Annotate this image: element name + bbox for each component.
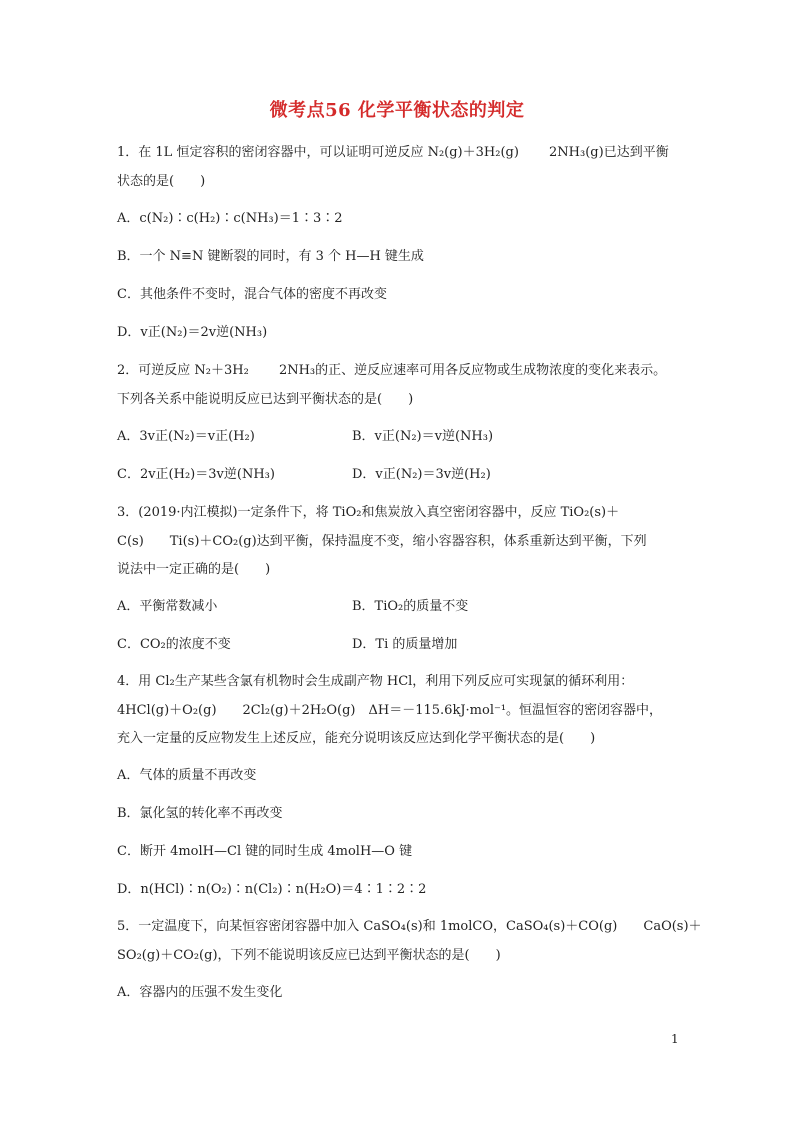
q5-stem-b: SO₂(g)＋CO₂(g)，下列不能说明该反应已达到平衡状态的是( ): [117, 948, 501, 963]
q3-stem-c: 说法中一定正确的是( ): [117, 562, 271, 577]
q5-a: A．容器内的压强不发生变化: [117, 985, 283, 1000]
q1-stem-b: 状态的是( ): [117, 174, 206, 189]
q3-a: A．平衡常数减小: [117, 599, 218, 614]
q1-c: C．其他条件不变时，混合气体的密度不再改变: [117, 287, 387, 302]
q2-stem-b: 下列各关系中能说明反应已达到平衡状态的是( ): [117, 392, 414, 407]
q4-c: C．断开 4molH—Cl 键的同时生成 4molH—O 键: [117, 844, 413, 859]
q1-d: D．v正(N₂)＝2v逆(NH₃): [117, 325, 268, 340]
q2-stem-a: 2．可逆反应 N₂＋3H₂ 2NH₃的正、逆反应速率可用各反应物或生成物浓度的变化来表示。: [117, 363, 667, 378]
q4-d: D．n(HCl)∶n(O₂)∶n(Cl₂)∶n(H₂O)＝4∶1∶2∶2: [117, 882, 427, 897]
q3-c: C．CO₂的浓度不变: [117, 637, 231, 652]
q2-c: C．2v正(H₂)＝3v逆(NH₃): [117, 467, 275, 482]
q3-stem-b: C(s) Ti(s)＋CO₂(g)达到平衡，保持温度不变，缩小容器容积，体系重新达到平衡，下列: [117, 534, 647, 549]
q4-b: B．氯化氢的转化率不再改变: [117, 806, 283, 821]
q1-a: A．c(N₂)∶c(H₂)∶c(NH₃)＝1∶3∶2: [117, 211, 343, 226]
q1-stem-a: 1．在 1L 恒定容积的密闭容器中，可以证明可逆反应 N₂(g)＋3H₂(g) 2NH₃(g)已达到平衡: [117, 145, 669, 160]
q2-b: B．v正(N₂)＝v逆(NH₃): [352, 429, 494, 444]
q3-d: D．Ti 的质量增加: [352, 637, 458, 652]
page-title: 微考点56 化学平衡状态的判定: [269, 100, 525, 121]
q5-stem-a: 5．一定温度下，向某恒容密闭容器中加入 CaSO₄(s)和 1molCO，CaSO₄(s)＋CO(g) CaO(s)＋: [117, 919, 702, 934]
q4-stem-a: 4．用 Cl₂生产某些含氯有机物时会生成副产物 HCl，利用下列反应可实现氯的循环利用：: [117, 674, 634, 689]
q4-stem-b: 4HCl(g)＋O₂(g) 2Cl₂(g)＋2H₂O(g) ΔH＝－115.6kJ·mol⁻¹。恒温恒容的密闭容器中，: [117, 703, 663, 718]
q2-d: D．v正(N₂)＝3v逆(H₂): [352, 467, 491, 482]
q2-a: A．3v正(N₂)＝v正(H₂): [117, 429, 255, 444]
q4-stem-c: 充入一定量的反应物发生上述反应，能充分说明该反应达到化学平衡状态的是( ): [117, 731, 596, 746]
q1-b: B．一个 N≡N 键断裂的同时，有 3 个 H—H 键生成: [117, 249, 424, 264]
q3-stem-a: 3．(2019·内江模拟)一定条件下，将 TiO₂和焦炭放入真空密闭容器中，反应 TiO₂(s)＋: [117, 505, 620, 520]
page-number: 1: [671, 1032, 679, 1046]
q3-b: B．TiO₂的质量不变: [352, 599, 469, 614]
q4-a: A．气体的质量不再改变: [117, 768, 257, 783]
